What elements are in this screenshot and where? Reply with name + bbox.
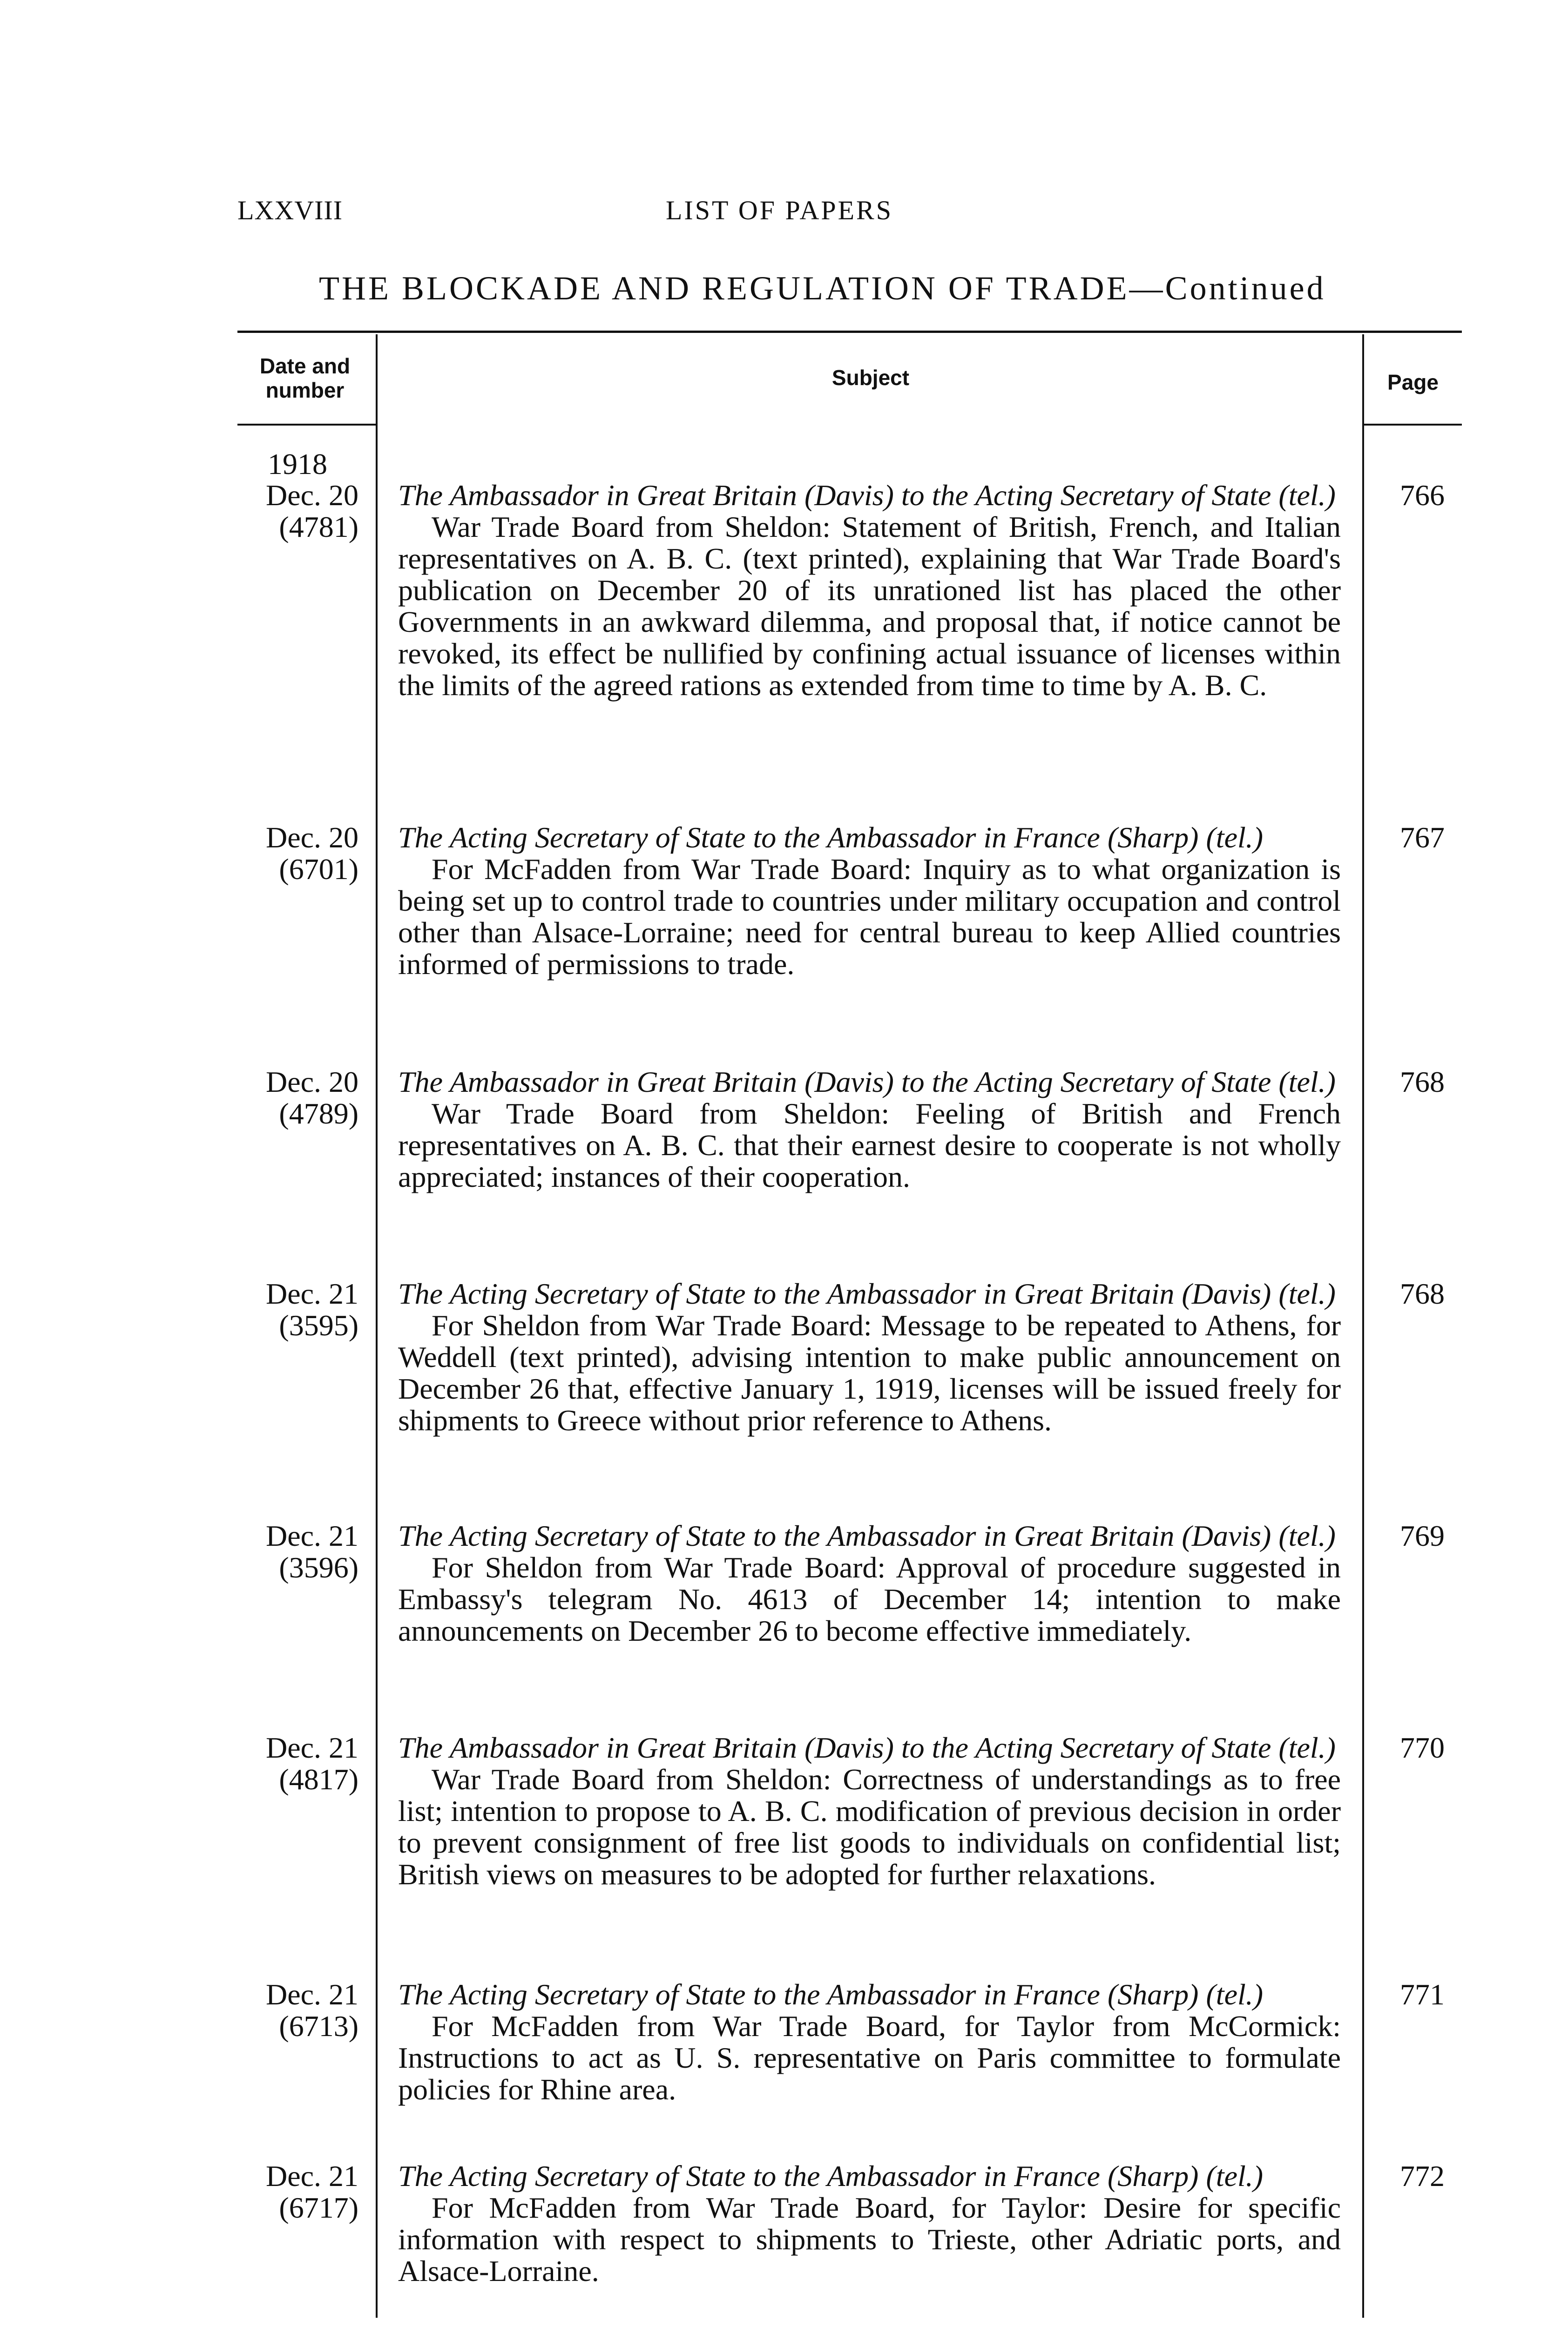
entry-number: (3595) bbox=[279, 1309, 358, 1342]
year-label: 1918 bbox=[268, 447, 327, 480]
entry-date: Dec. 21 bbox=[265, 2159, 358, 2193]
entry-correspondents: The Ambassador in Great Britain (Davis) to the Acting Secretary of State (tel.) bbox=[398, 479, 1336, 512]
entry-summary: War Trade Board from Sheldon: Statement of British, French, and Italian representatives on A. B. C. (text printed), explaining that War Trade Board's publication on December 20 of its unrationed list has placed the other Governments in an awkward dilemma, and proposal that, if notice cannot be revoked, its effect be nullified by confining actual issuance of licenses within the limits of the agreed rations as extended from time to time by A. B. C. bbox=[398, 510, 1341, 702]
date-number-cell bbox=[233, 1278, 358, 1341]
entry-correspondents: The Ambassador in Great Britain (Davis) to the Acting Secretary of State (tel.) bbox=[398, 1065, 1336, 1098]
entry-date: Dec. 20 bbox=[265, 821, 358, 854]
entry-page: 768 bbox=[1400, 1065, 1445, 1098]
entry-number: (3596) bbox=[279, 1551, 358, 1584]
date-number-cell bbox=[233, 480, 358, 543]
entry-page: 770 bbox=[1400, 1731, 1445, 1764]
entry-page: 771 bbox=[1400, 1978, 1445, 2011]
entry-summary: For McFadden from War Trade Board: Inquiry as to what organization is being set up to control trade to countries under military occupation and control other than Alsace-Lorraine; need for central bureau to keep Allied countries informed of permissions to trade. bbox=[398, 853, 1341, 981]
entry-page: 769 bbox=[1400, 1519, 1445, 1552]
date-number-cell bbox=[233, 2160, 358, 2224]
entry-correspondents: The Acting Secretary of State to the Ambassador in Great Britain (Davis) (tel.) bbox=[398, 1277, 1336, 1310]
entry-summary: For McFadden from War Trade Board, for Taylor from McCormick: Instructions to act as U. S. representative on Paris committee to formulate policies for Rhine area. bbox=[398, 2010, 1341, 2106]
entry-date: Dec. 21 bbox=[265, 1731, 358, 1764]
entry-page: 767 bbox=[1400, 821, 1445, 854]
column-header-page: Page bbox=[1387, 370, 1439, 394]
entry-number: (6717) bbox=[279, 2191, 358, 2224]
entry-page: 766 bbox=[1400, 479, 1445, 512]
entry-summary: For Sheldon from War Trade Board: Approval of procedure suggested in Embassy's telegram No. 4613 of December 14; intention to make announcements on December 26 to become effective immediately. bbox=[398, 1551, 1341, 1647]
entry-number: (4817) bbox=[279, 1763, 358, 1796]
date-number-cell bbox=[233, 1066, 358, 1130]
entry-number: (6701) bbox=[279, 853, 358, 886]
section-title: THE BLOCKADE AND REGULATION OF TRADE—Continued bbox=[319, 270, 1326, 307]
subject-cell bbox=[398, 1278, 1341, 1436]
date-number-cell bbox=[233, 1520, 358, 1584]
entry-page: 772 bbox=[1400, 2159, 1445, 2193]
date-number-cell bbox=[233, 822, 358, 885]
entry-correspondents: The Acting Secretary of State to the Ambassador in France (Sharp) (tel.) bbox=[398, 1978, 1264, 2011]
entry-summary: For McFadden from War Trade Board, for Taylor: Desire for specific information with respect to shipments to Trieste, other Adriatic ports, and Alsace-Lorraine. bbox=[398, 2191, 1341, 2287]
subject-cell bbox=[398, 1732, 1341, 1890]
entry-correspondents: The Acting Secretary of State to the Ambassador in Great Britain (Davis) (tel.) bbox=[398, 1519, 1336, 1552]
entry-date: Dec. 20 bbox=[265, 479, 358, 512]
entry-number: (6713) bbox=[279, 2010, 358, 2043]
subject-cell bbox=[398, 1979, 1341, 2105]
subject-cell bbox=[398, 1520, 1341, 1647]
entry-page: 768 bbox=[1400, 1277, 1445, 1310]
subject-cell bbox=[398, 1066, 1341, 1193]
entry-summary: War Trade Board from Sheldon: Feeling of British and French representatives on A. B. C. that their earnest desire to cooperate is not wholly appreciated; instances of their cooperation. bbox=[398, 1097, 1341, 1193]
entry-date: Dec. 21 bbox=[265, 1519, 358, 1552]
table-top-rule bbox=[237, 331, 1462, 333]
subject-cell bbox=[398, 822, 1341, 980]
entry-summary: War Trade Board from Sheldon: Correctness of understandings as to free list; intention to propose to A. B. C. modification of previous decision in order to prevent consignment of free list goods to individuals on confidential list; British views on measures to be adopted for further relaxations. bbox=[398, 1763, 1341, 1891]
entry-correspondents: The Acting Secretary of State to the Ambassador in France (Sharp) (tel.) bbox=[398, 821, 1264, 854]
page-number: LXXVIII bbox=[237, 195, 343, 225]
column-header-date: Date and number bbox=[259, 354, 351, 402]
entry-number: (4789) bbox=[279, 1097, 358, 1130]
header-rule-left bbox=[237, 424, 376, 426]
subject-cell bbox=[398, 480, 1341, 701]
entry-correspondents: The Ambassador in Great Britain (Davis) to the Acting Secretary of State (tel.) bbox=[398, 1731, 1336, 1764]
entry-date: Dec. 21 bbox=[265, 1277, 358, 1310]
entry-correspondents: The Acting Secretary of State to the Ambassador in France (Sharp) (tel.) bbox=[398, 2159, 1264, 2193]
header-rule-right bbox=[1364, 424, 1462, 426]
column-divider-left bbox=[376, 334, 378, 2318]
entry-date: Dec. 21 bbox=[265, 1978, 358, 2011]
running-head: LIST OF PAPERS bbox=[666, 195, 893, 225]
entry-number: (4781) bbox=[279, 510, 358, 543]
date-number-cell bbox=[233, 1732, 358, 1795]
date-number-cell bbox=[233, 1979, 358, 2042]
column-header-subject: Subject bbox=[831, 365, 910, 390]
column-divider-right bbox=[1362, 334, 1364, 2318]
subject-cell bbox=[398, 2160, 1341, 2287]
entry-summary: For Sheldon from War Trade Board: Message to be repeated to Athens, for Weddell (text printed), advising intention to make public announcement on December 26 that, effective January 1, 1919, licenses will be issued freely for shipments to Greece without prior reference to Athens. bbox=[398, 1309, 1341, 1437]
entry-date: Dec. 20 bbox=[265, 1065, 358, 1098]
